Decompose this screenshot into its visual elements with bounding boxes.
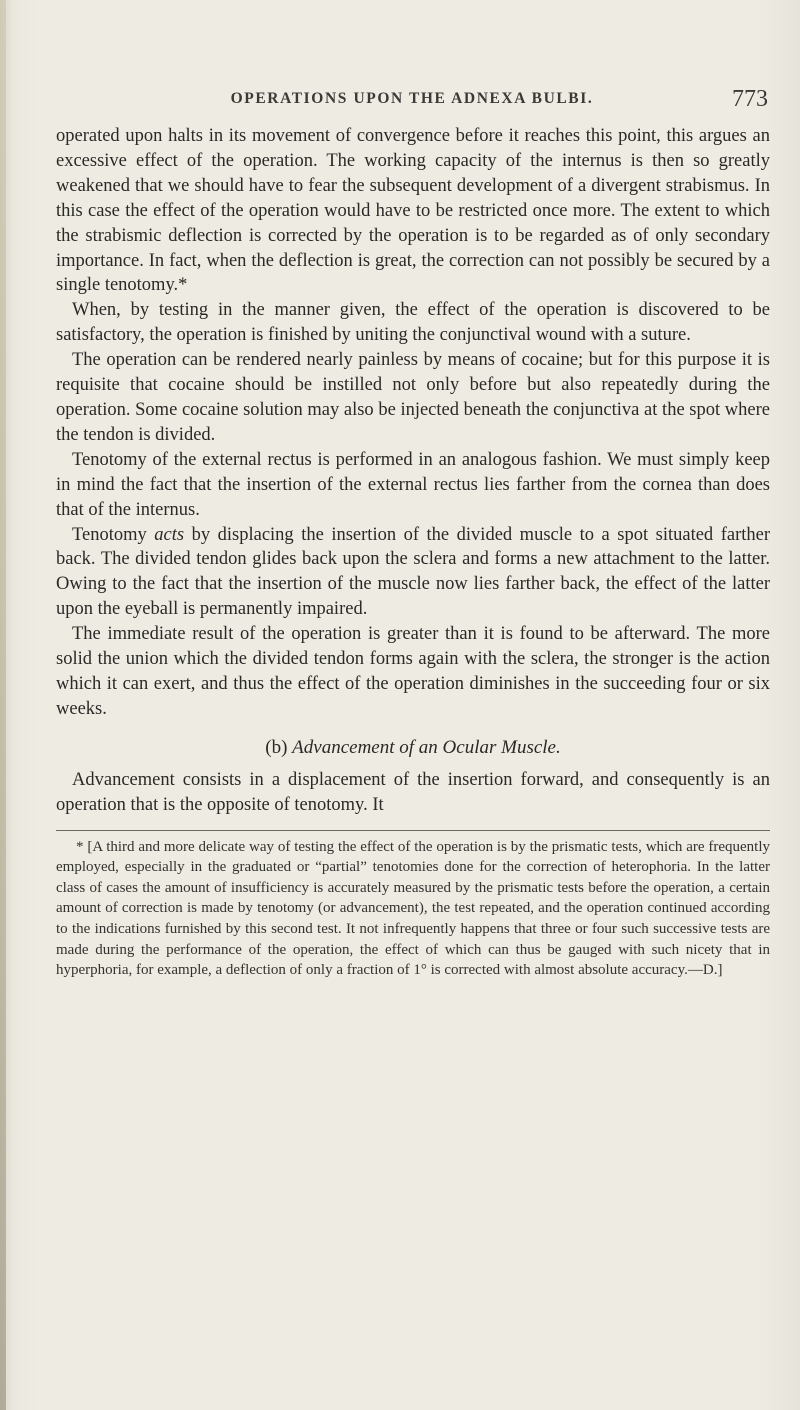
footnote: * [A third and more delicate way of testing the effect of the operation is by the prismatic tests, which are frequently employed, especially in the graduated or “partial” tenotomies done for the correction of heterophoria. In the latter class of cases the amount of insufficiency is accurately measured by the prismatic tests before the operation, a certain amount of correction is made by tenotomy (or advancement), the test repeated, and the operation continued according to the indications furnished by this second test. It not infrequently happens that three or four such successive tests are made during the performance of the operation, the effect of which can thus be gauged with such nicety that in hyperphoria, for example, a deflection of only a fraction of 1° is corrected with almost absolute accuracy.—D.]: [56, 838, 770, 979]
paragraph-2: When, by testing in the manner given, the effect of the operation is discovered to be satisfactory, the operation is finished by uniting the conjunctival wound with a suture.: [56, 300, 770, 346]
paragraph-5-start: Tenotomy: [72, 524, 155, 545]
paragraph-1: operated upon halts in its movement of convergence before it reaches this point, this argues an excessive effect of the operation. The working capacity of the internus is then so greatly weakened that we should have to fear the subsequent development of a divergent strabismus. In this case the effect of the operation would have to be restricted once more. The extent to which the strabismic deflection is corrected by the operation is to be regarded as of only secondary importance. In fact, when the deflection is great, the correction can not possibly be secured by a single tenotomy.*: [56, 126, 770, 296]
paragraph-7: Advancement consists in a displacement of the insertion forward, and consequently is an operation that is the opposite of tenotomy. It: [56, 769, 770, 815]
section-heading: [56, 736, 770, 760]
paragraph-4: Tenotomy of the external rectus is performed in an analogous fashion. We must simply keep in mind the fact that the insertion of the external rectus lies farther from the cornea than does that of the internus.: [56, 449, 770, 520]
footnote-divider: [56, 830, 770, 831]
paragraph-5: [56, 523, 770, 623]
running-head: OPERATIONS UPON THE ADNEXA BULBI.: [230, 90, 594, 107]
page-body: [56, 124, 770, 981]
section-title: Advancement of an Ocular Muscle.: [292, 736, 561, 758]
paragraph-3: The operation can be rendered nearly painless by means of cocaine; but for this purpose it is requisite that cocaine should be instilled not only before but also repeatedly during the operation. Some cocaine solution may also be injected beneath the conjunctiva at the spot where the tendon is divided.: [56, 350, 770, 445]
paragraph-5-rest: by displacing the insertion of the divided muscle to a spot situated farther back. The divided tendon glides back upon the sclera and forms a new attachment to the latter. Owing to the fact that the insertion of the muscle now lies farther back, the effect of the latter upon the eyeball is permanently impaired.: [56, 524, 770, 620]
page-number: 773: [732, 86, 768, 112]
page-binding-edge: [0, 0, 6, 1410]
section-label: (b): [265, 736, 288, 758]
paragraph-5-italic: acts: [154, 524, 185, 545]
paragraph-6: The immediate result of the operation is greater than it is found to be afterward. The more solid the union which the divided tendon forms again with the sclera, the stronger is the action which it can exert, and thus the effect of the operation diminishes in the succeeding four or six weeks.: [56, 624, 770, 719]
page-header: [56, 86, 768, 116]
